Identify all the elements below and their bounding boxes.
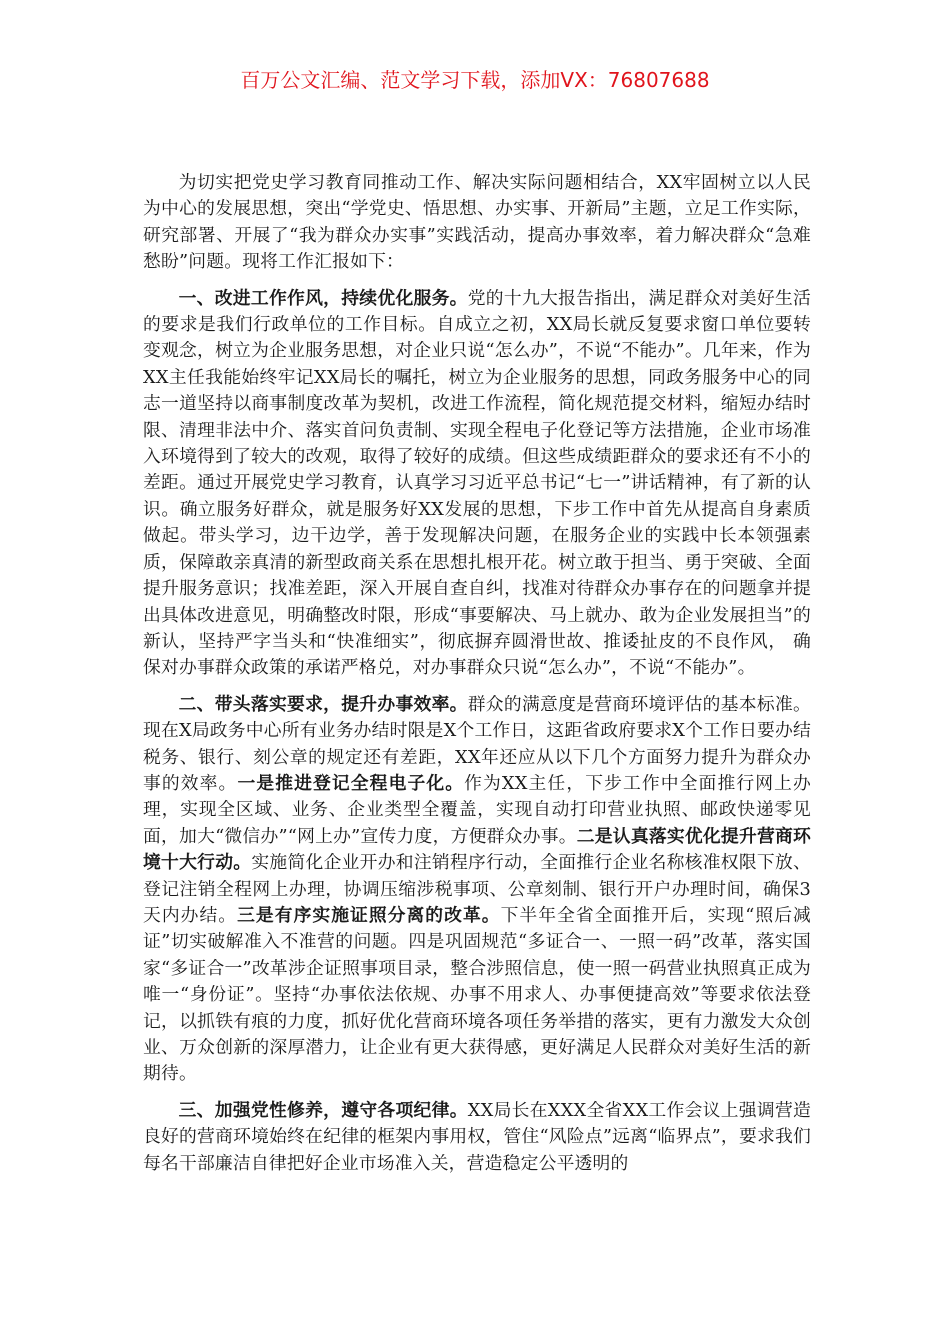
- section-2-point-2: 二是认真落实优化提升营商环境十大行动。: [143, 825, 812, 874]
- section-1-heading: 一、改进工作作风，持续优化服务。: [178, 287, 468, 309]
- section-2-point-3: 三是有序实施证照分离的改革。: [237, 904, 501, 926]
- section-2-paragraph: [143, 692, 811, 1088]
- promo-banner: 百万公文汇编、范文学习下载，添加VX：76807688: [240, 68, 710, 92]
- section-3-text: XX局长在XXX全省XX工作会议上强调营造良好的营商环境始终在纪律的框架内事用权，管住“风险点”远离“临界点”，要求我们每名干部廉洁自律把好企业市场准入关，营造稳定公平透明的: [143, 1099, 812, 1174]
- section-2-text-b: 作为XX主任，下步工作中全面推行网上办理，实现全区域、业务、企业类型全覆盖，实现自动打印营业执照、邮政快递零见面，加大“微信办”“网上办”宣传力度，方便群众办事。: [143, 772, 811, 847]
- document-body: [143, 170, 811, 1177]
- intro-paragraph: 为切实把党史学习教育同推动工作、解决实际问题相结合，XX牢固树立以人民为中心的发展思想，突出“学党史、悟思想、办实事、开新局”主题，立足工作实际，研究部署、开展了“我为群众办实事”实践活动，提高办事效率，着力解决群众“急难愁盼”问题。现将工作汇报如下：: [143, 172, 811, 273]
- section-1-paragraph: [143, 286, 811, 682]
- section-2-text-a: 群众的满意度是营商环境评估的基本标准。现在X局政务中心所有业务办结时限是X个工作日，这距省政府要求X个工作日要办结税务、银行、刻公章的规定还有差距，XX年还应从以下几个方面努力提升为群众办事的效率。: [143, 693, 811, 794]
- section-2-text-d: 下半年全省全面推开后，实现“照后减证”切实破解准入不准营的问题。四是巩固规范“多证合一、一照一码”改革，落实国家“多证合一”改革涉企证照事项目录，整合涉照信息，使一照一码营业执照真正成为唯一“身份证”。坚持“办事依法依规、办事不用求人、办事便捷高效”等要求依法登记，以抓铁有痕的力度，抓好优化营商环境各项任务举措的落实，更有力激发大众创业、万众创新的深厚潜力，让企业有更大获得感，更好满足人民群众对美好生活的新期待。: [143, 904, 811, 1085]
- section-3-paragraph: [143, 1098, 811, 1177]
- section-2-heading: 二、带头落实要求，提升办事效率。: [178, 693, 468, 715]
- section-2-text-c: 实施简化企业开办和注销程序行动，全面推行企业名称核准权限下放、登记注销全程网上办理，协调压缩涉税事项、公章刻制、银行开户办理时间，确保3天内办结。: [143, 852, 812, 926]
- section-2-point-1: 一是推进登记全程电子化。: [237, 772, 465, 794]
- section-3-heading: 三、加强党性修养，遵守各项纪律。: [178, 1099, 468, 1121]
- section-1-text: 党的十九大报告指出，满足群众对美好生活的要求是我们行政单位的工作目标。自成立之初，XX局长就反复要求窗口单位要转变观念，树立为企业服务思想，对企业只说“怎么办”，不说“不能办”。几年来，作为XX主任我能始终牢记XX局长的嘱托，树立为企业服务的思想，同政务服务中心的同志一道坚持以商事制度改革为契机，改进工作流程，简化规范提交材料，缩短办结时限、清理非法中介、落实首问负责制、实现全程电子化登记等方法措施，企业市场准入环境得到了较大的改观，取得了较好的成绩。但这些成绩距群众的要求还有不小的差距。通过开展党史学习教育，认真学习习近平总书记“七一”讲话精神，有了新的认识。确立服务好群众，就是服务好XX发展的思想，下步工作中首先从提高自身素质做起。带头学习，边干边学，善于发现解决问题，在服务企业的实践中长本领强素质，保障敢亲真清的新型政商关系在思想扎根开花。树立敢于担当、勇于突破、全面提升服务意识；找准差距，深入开展自查自纠，找准对待群众办事存在的问题拿并提出具体改进意见，明确整改时限，形成“事要解决、马上就办、敢为企业发展担当”的新认，坚持严字当头和“快准细实”，彻底摒弃圆滑世故、推诿扯皮的不良作风， 确保对办事群众政策的承诺严格兑，对办事群众只说“怎么办”，不说“不能办”。: [143, 287, 811, 679]
